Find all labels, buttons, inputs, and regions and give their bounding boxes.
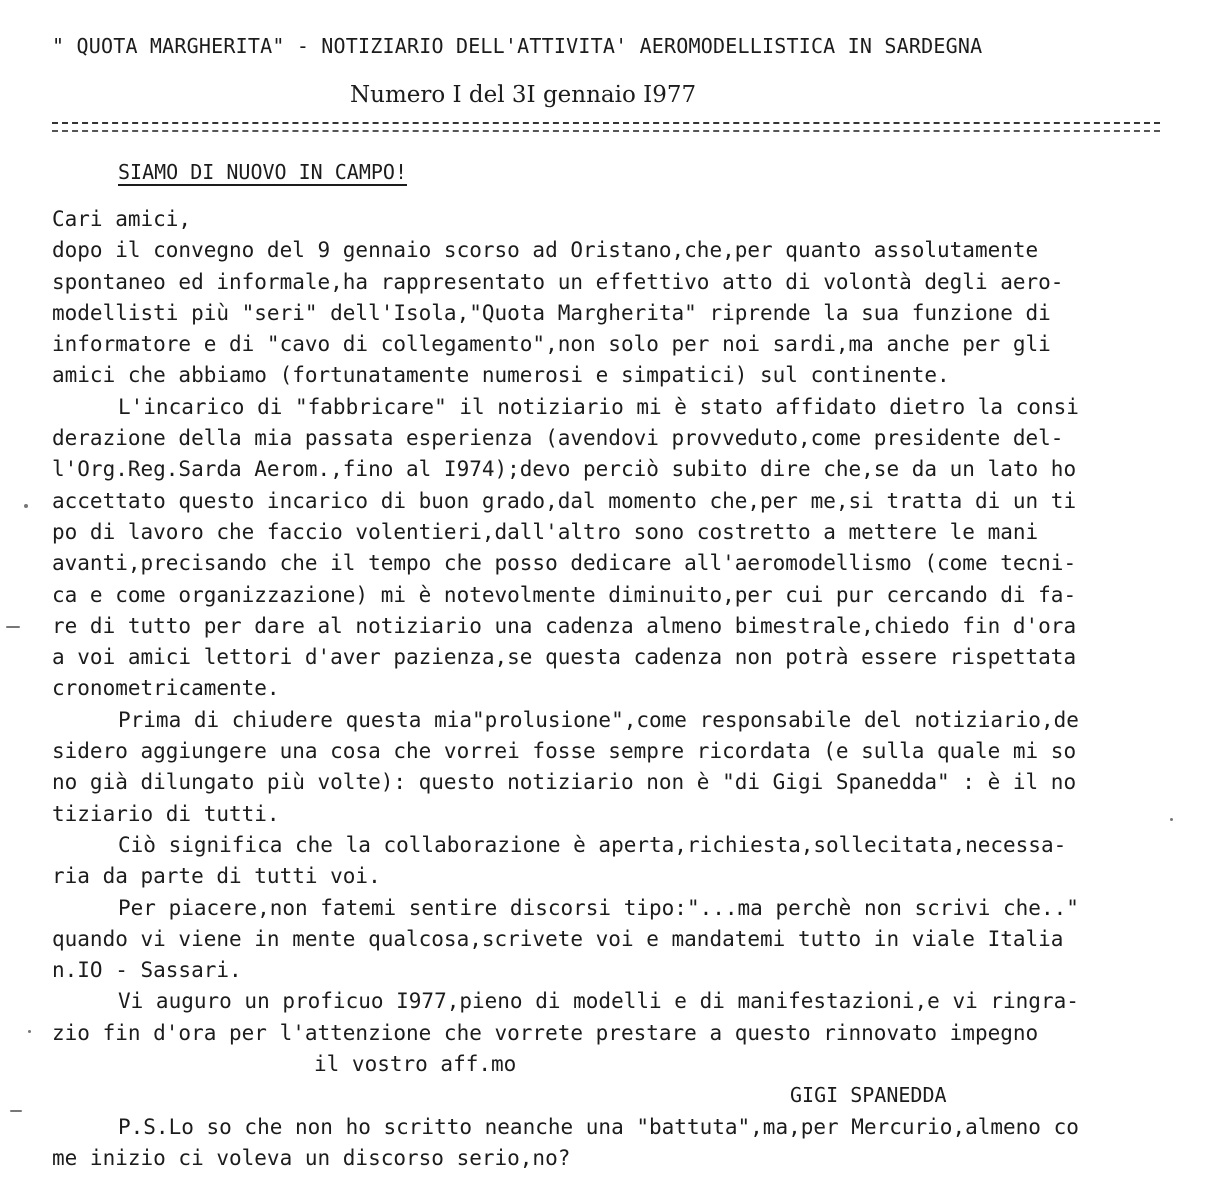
body-line: l'Org.Reg.Sarda Aerom.,fino al I974);devo perciò subito dire che,se da un lato ho [52,457,1077,482]
paper-speck [6,626,20,628]
body-line: ria da parte di tutti voi. [52,864,381,889]
dashed-separator [52,122,1160,132]
postscript-line: me inizio ci voleva un discorso serio,no? [52,1145,571,1170]
body-line: n.IO - Sassari. [52,958,242,983]
body-line: sidero aggiungere una cosa che vorrei fosse sempre ricordata (e sulla quale mi so [52,739,1077,764]
body-line: derazione della mia passata esperienza (avendovi provveduto,come presidente del- [52,426,1064,451]
article-title: SIAMO DI NUOVO IN CAMPO! [118,160,407,184]
article-body [52,204,1167,1174]
closing-line: il vostro aff.mo [314,1052,517,1077]
body-line: po di lavoro che faccio volentieri,dall'altro sono costretto a mettere le mani [52,519,1039,544]
paper-speck [1170,818,1173,821]
body-line: tiziario di tutti. [52,801,280,826]
body-line: modellisti più "seri" dell'Isola,"Quota Margherita" riprende la sua funzione di [52,300,1051,325]
body-line: Per piacere,non fatemi sentire discorsi tipo:"...ma perchè non scrivi che.." [118,895,1079,920]
paper-speck [28,1030,31,1033]
body-line: amici che abbiamo (fortunatamente numerosi e simpatici) sul continente. [52,363,950,388]
body-line: ca e come organizzazione) mi è notevolmente diminuito,per cui pur cercando di fa- [52,582,1077,607]
masthead: " QUOTA MARGHERITA" - NOTIZIARIO DELL'ATTIVITA' AEROMODELLISTICA IN SARDEGNA [52,34,983,58]
body-line: spontaneo ed informale,ha rappresentato un effettivo atto di volontà degli aero- [52,269,1064,294]
body-line: L'incarico di "fabbricare" il notiziario mi è stato affidato dietro la consi [118,394,1079,419]
postscript-line: P.S.Lo so che non ho scritto neanche una "battuta",ma,per Mercurio,almeno co [118,1114,1079,1139]
paper-speck [24,504,28,508]
issue-line: Numero I del 3I gennaio I977 [350,82,697,108]
body-line: avanti,precisando che il tempo che posso dedicare all'aeromodellismo (come tecni- [52,551,1077,576]
body-line: no già dilungato più volte): questo notiziario non è "di Gigi Spanedda" : è il no [52,770,1077,795]
body-line: accettato questo incarico di buon grado,dal momento che,per me,si tratta di un ti [52,488,1077,513]
body-line: Ciò significa che la collaborazione è aperta,richiesta,sollecitata,necessa- [118,832,1067,857]
body-line: Vi auguro un proficuo I977,pieno di modelli e di manifestazioni,e vi ringra- [118,989,1079,1014]
body-line: cronometricamente. [52,676,280,701]
body-line: quando vi viene in mente qualcosa,scrivete voi e mandatemi tutto in viale Italia [52,926,1064,951]
body-line: dopo il convegno del 9 gennaio scorso ad Oristano,che,per quanto assolutamente [52,238,1039,263]
signature: GIGI SPANEDDA [790,1083,947,1108]
body-line: a voi amici lettori d'aver pazienza,se questa cadenza non potrà essere rispettata [52,645,1077,670]
paper-speck [10,1110,22,1112]
body-line: zio fin d'ora per l'attenzione che vorrete prestare a questo rinnovato impegno [52,1020,1039,1045]
body-line: re di tutto per dare al notiziario una cadenza almeno bimestrale,chiedo fin d'ora [52,613,1077,638]
salutation: Cari amici, [52,207,192,231]
body-line: informatore e di "cavo di collegamento",non solo per noi sardi,ma anche per gli [52,332,1051,357]
body-line: Prima di chiudere questa mia"prolusione",come responsabile del notiziario,de [118,707,1079,732]
